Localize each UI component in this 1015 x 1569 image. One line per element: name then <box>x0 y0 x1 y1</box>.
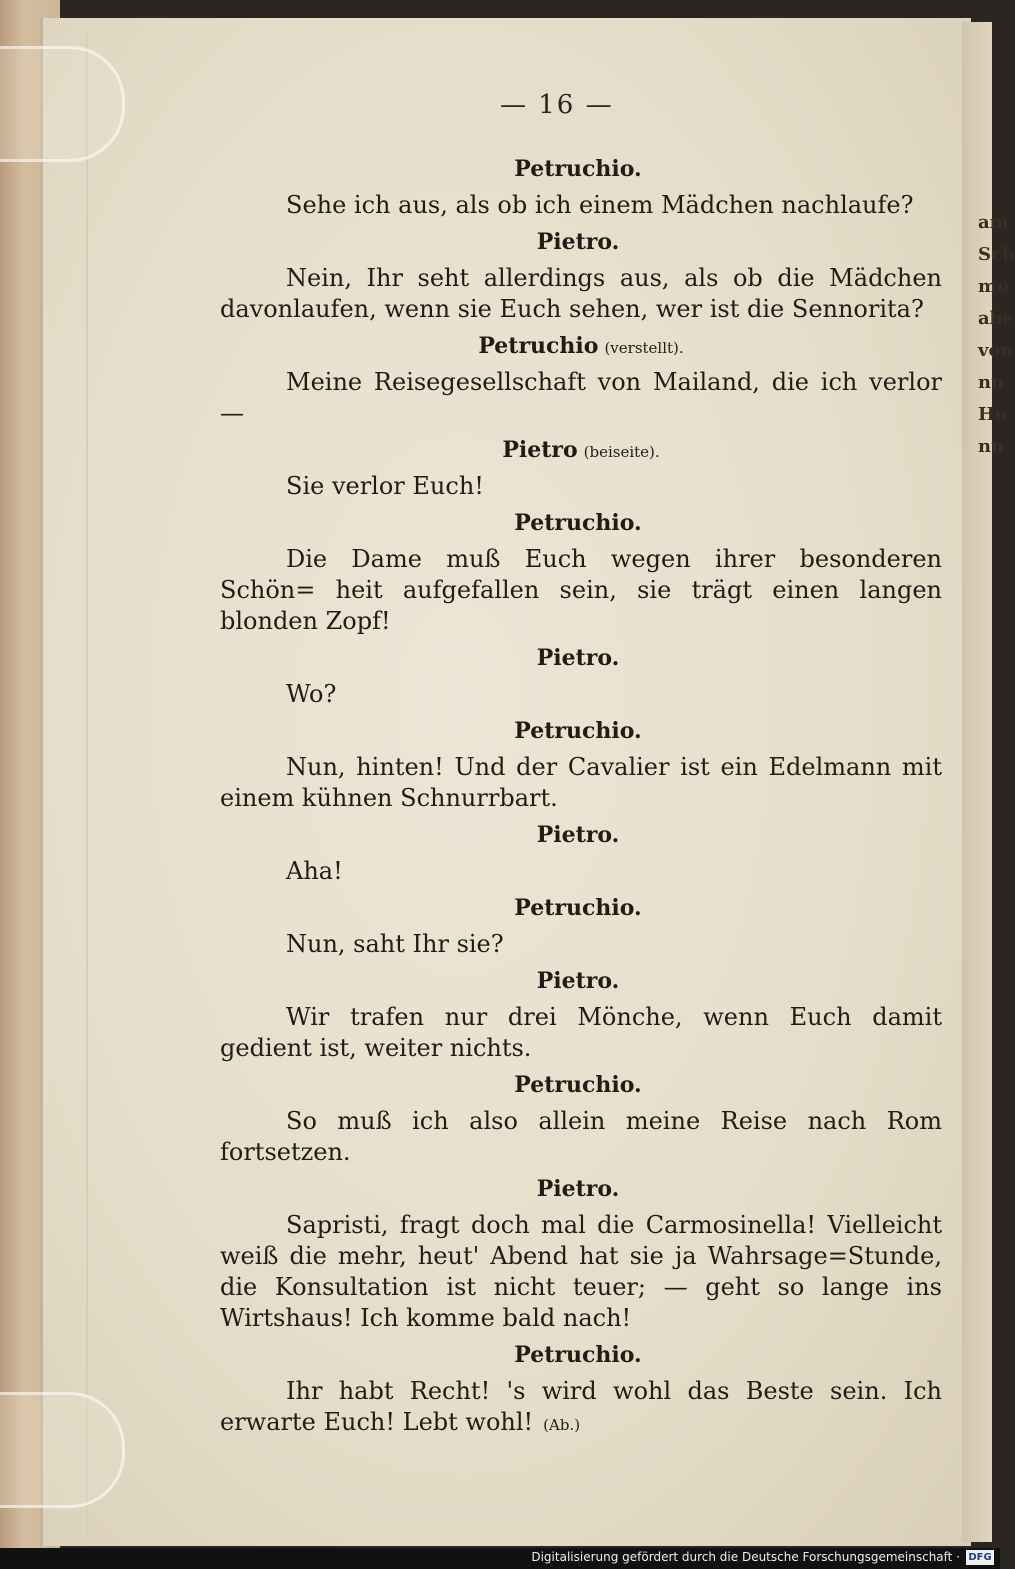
speaker-heading: Petruchio. <box>514 156 642 182</box>
funding-notice: Digitalisierung gefördert durch die Deutsche Forschungsgemeinschaft · <box>531 1550 960 1564</box>
dialogue-line: Sie verlor Euch! <box>286 472 484 500</box>
adjacent-page-fragment: Sch <box>978 244 1015 265</box>
speaker-heading: Petruchio. <box>514 895 642 921</box>
speaker-heading: Petruchio (verstellt). <box>478 333 684 359</box>
dialogue-line: Aha! <box>286 857 343 885</box>
page-fold-line <box>86 34 88 1534</box>
speaker-heading: Pietro. <box>536 968 620 994</box>
plastic-page-clip-bottom <box>0 1392 125 1508</box>
plastic-page-clip-top <box>0 46 125 162</box>
dialogue-line: Ihr habt Recht! 's wird wohl das Beste sein. Ich erwarte Euch! Lebt wohl! (Ab.) <box>220 1377 942 1436</box>
speaker-heading: Pietro. <box>536 822 620 848</box>
speaker-heading: Pietro (beiseite). <box>502 437 660 463</box>
adjacent-page-fragment: mo <box>978 276 1010 297</box>
speaker-heading: Petruchio. <box>514 510 642 536</box>
speaker-heading: Petruchio. <box>514 718 642 744</box>
speaker-heading: Pietro. <box>536 229 620 255</box>
adjacent-page-fragment: Ho <box>978 404 1008 425</box>
speaker-heading: Petruchio. <box>514 1072 642 1098</box>
dialogue-line: So muß ich also allein meine Reise nach Rom fortsetzen. <box>220 1107 942 1166</box>
dialogue-line: Nun, saht Ihr sie? <box>286 930 504 958</box>
dialogue-line: Wir trafen nur drei Mönche, wenn Euch damit gedient ist, weiter nichts. <box>220 1003 942 1062</box>
dialogue-line: Die Dame muß Euch wegen ihrer besonderen Schön= heit aufgefallen sein, sie trägt einen langen blonden Zopf! <box>220 545 942 635</box>
adjacent-page-fragment: nu <box>978 436 1005 457</box>
speaker-heading: Pietro. <box>536 645 620 671</box>
page-number: — 16 — <box>500 90 614 120</box>
adjacent-page-fragment: von <box>978 340 1014 361</box>
footer-bar <box>0 1548 1000 1569</box>
adjacent-page-fragment: nu <box>978 372 1005 393</box>
speaker-heading: Pietro. <box>536 1176 620 1202</box>
dfg-logo-icon: DFG <box>966 1550 994 1565</box>
dialogue-line: Nun, hinten! Und der Cavalier ist ein Edelmann mit einem kühnen Schnurrbart. <box>220 753 942 812</box>
adjacent-page-edge <box>962 22 1015 1542</box>
stage-direction: (beiseite). <box>583 443 660 461</box>
adjacent-page-fragment: abe <box>978 308 1014 329</box>
stage-direction: (Ab.) <box>543 1416 581 1434</box>
dialogue-line: Wo? <box>286 680 337 708</box>
speaker-heading: Petruchio. <box>514 1342 642 1368</box>
dialogue-line: Sehe ich aus, als ob ich einem Mädchen nachlaufe? <box>286 191 914 219</box>
stage-direction: (verstellt). <box>604 339 684 357</box>
dialogue-line: Sapristi, fragt doch mal die Carmosinella! Vielleicht weiß die mehr, heut' Abend hat sie ja Wahrsage=Stunde, die Konsultation ist nicht teuer; — geht so lange ins Wirtshaus! Ich komme bald nach! <box>220 1211 942 1332</box>
adjacent-page-fragment: am <box>978 212 1009 233</box>
dialogue-line: Meine Reisegesellschaft von Mailand, die ich verlor — <box>220 368 942 427</box>
dialogue-text <box>220 150 942 1447</box>
dialogue-line: Nein, Ihr seht allerdings aus, als ob die Mädchen davonlaufen, wenn sie Euch sehen, wer ist die Sennorita? <box>220 264 942 323</box>
